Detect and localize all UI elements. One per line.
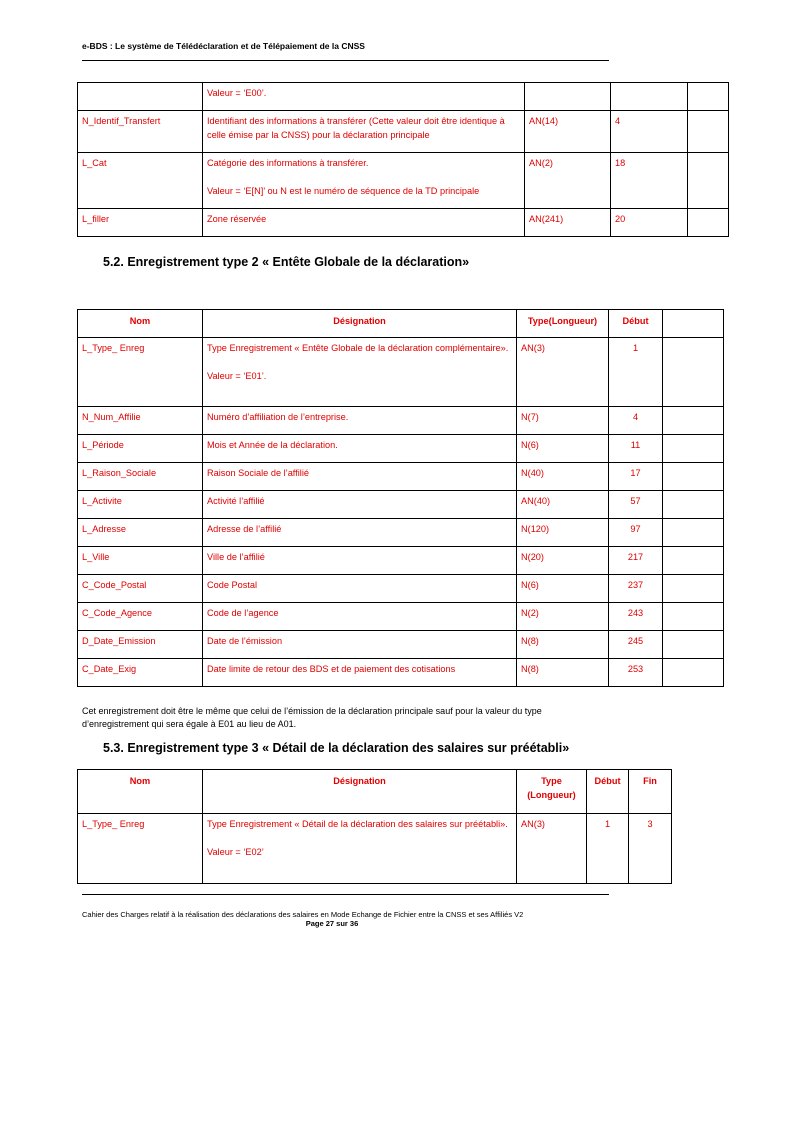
field-type-cell: N(120) [517, 519, 609, 547]
designation-text: Type Enregistrement « Entête Globale de la déclaration complémentaire». [207, 343, 509, 353]
field-type-cell: AN(3) [517, 338, 609, 407]
field-fin-cell: 3 [629, 814, 672, 884]
table-row [78, 111, 729, 153]
document-header-title: e-BDS : Le système de Télédéclaration et de Télépaiement de la CNSS [82, 41, 365, 51]
field-designation-cell [203, 111, 525, 153]
designation-text: Ville de l’affilié [207, 552, 265, 562]
table-row [78, 547, 724, 575]
field-extra-cell [688, 209, 729, 237]
table-row [78, 407, 724, 435]
field-type-cell: AN(14) [525, 111, 611, 153]
table-row [78, 631, 724, 659]
designation-value-text: Valeur = ‘E02’ [207, 847, 264, 857]
field-extra-cell [663, 575, 724, 603]
table-row [78, 519, 724, 547]
column-header-fin: Fin [629, 770, 672, 814]
field-extra-cell [663, 338, 724, 407]
section-5-2-title: 5.2. Enregistrement type 2 « Entête Globale de la déclaration» [103, 255, 470, 269]
field-extra-cell [688, 83, 729, 111]
field-designation-cell [203, 575, 517, 603]
field-name-cell: L_Raison_Sociale [78, 463, 203, 491]
field-extra-cell [663, 491, 724, 519]
designation-text: Code Postal [207, 580, 258, 590]
field-debut-cell: 1 [587, 814, 629, 884]
field-designation-cell [203, 491, 517, 519]
field-type-cell: N(6) [517, 575, 609, 603]
designation-text: Date limite de retour des BDS et de paiement des cotisations [207, 664, 456, 674]
designation-text: Date de l’émission [207, 636, 283, 646]
field-debut-cell: 57 [609, 491, 663, 519]
column-header-nom: Nom [78, 770, 203, 814]
designation-text: Type Enregistrement « Détail de la déclaration des salaires sur préétabli». [207, 819, 508, 829]
field-debut-cell: 243 [609, 603, 663, 631]
field-type-cell: AN(40) [517, 491, 609, 519]
field-type-cell: N(40) [517, 463, 609, 491]
field-extra-cell [688, 111, 729, 153]
field-designation-cell [203, 603, 517, 631]
field-type-cell: AN(2) [525, 153, 611, 209]
section-5-3-title: 5.3. Enregistrement type 3 « Détail de la déclaration des salaires sur préétabli» [103, 741, 570, 755]
section-5-2-note: Cet enregistrement doit être le même que celui de l’émission de la déclaration principale sauf pour la valeur du type d’enregistrement qui sera égale à E01 au lieu de A01. [82, 706, 542, 729]
footer-rule [82, 894, 609, 895]
column-header-debut: Début [587, 770, 629, 814]
record-type-1-continuation-table [77, 82, 729, 237]
designation-value-text: Valeur = ‘E[N]’ ou N est le numéro de séquence de la TD principale [207, 186, 480, 196]
field-extra-cell [688, 153, 729, 209]
field-extra-cell [663, 463, 724, 491]
field-debut-cell: 4 [611, 111, 688, 153]
field-designation-cell [203, 463, 517, 491]
field-name-cell: D_Date_Emission [78, 631, 203, 659]
field-type-cell: AN(3) [517, 814, 587, 884]
field-name-cell: L_filler [78, 209, 203, 237]
field-name-cell [78, 83, 203, 111]
field-name-cell: N_Identif_Transfert [78, 111, 203, 153]
field-extra-cell [663, 603, 724, 631]
field-designation-cell [203, 814, 517, 884]
field-name-cell: C_Code_Agence [78, 603, 203, 631]
field-debut-cell: 4 [609, 407, 663, 435]
field-type-cell [525, 83, 611, 111]
field-extra-cell [663, 547, 724, 575]
column-header-extra [663, 310, 724, 338]
designation-text: Code de l’agence [207, 608, 279, 618]
field-extra-cell [663, 631, 724, 659]
table-row [78, 491, 724, 519]
field-type-cell: N(20) [517, 547, 609, 575]
field-type-cell: N(7) [517, 407, 609, 435]
field-debut-cell: 18 [611, 153, 688, 209]
field-name-cell: N_Num_Affilie [78, 407, 203, 435]
table-row [78, 153, 729, 209]
field-name-cell: L_Période [78, 435, 203, 463]
field-debut-cell: 17 [609, 463, 663, 491]
designation-text: Adresse de l’affilié [207, 524, 282, 534]
designation-value-text: Valeur = ‘E01’. [207, 371, 267, 381]
field-designation-cell [203, 153, 525, 209]
table-row [78, 575, 724, 603]
designation-text: Raison Sociale de l’affilié [207, 468, 309, 478]
field-type-cell: AN(241) [525, 209, 611, 237]
column-header-designation: Désignation [203, 310, 517, 338]
field-designation-cell [203, 547, 517, 575]
field-extra-cell [663, 435, 724, 463]
column-header-type: Type (Longueur) [517, 770, 587, 814]
field-debut-cell: 20 [611, 209, 688, 237]
field-name-cell: L_Ville [78, 547, 203, 575]
record-type-2-table [77, 309, 724, 687]
footer-page-number: Page 27 sur 36 [305, 919, 359, 928]
table-header-row [78, 310, 724, 338]
designation-text: Activité l’affilié [207, 496, 265, 506]
table-row [78, 83, 729, 111]
table-row [78, 209, 729, 237]
field-name-cell: C_Date_Exig [78, 659, 203, 687]
designation-text: Valeur = ‘E00’. [207, 88, 267, 98]
field-designation-cell [203, 83, 525, 111]
field-debut-cell: 97 [609, 519, 663, 547]
field-designation-cell [203, 407, 517, 435]
footer-document-title: Cahier des Charges relatif à la réalisation des déclarations des salaires en Mode Echange de Fichier entre la CNSS et ses Affiliés V2 [82, 910, 524, 919]
field-extra-cell [663, 659, 724, 687]
field-designation-cell [203, 338, 517, 407]
table-row [78, 435, 724, 463]
field-type-cell: N(2) [517, 603, 609, 631]
column-header-type: Type(Longueur) [517, 310, 609, 338]
column-header-designation: Désignation [203, 770, 517, 814]
field-name-cell: L_Activite [78, 491, 203, 519]
field-designation-cell [203, 435, 517, 463]
column-header-nom: Nom [78, 310, 203, 338]
field-name-cell: L_Cat [78, 153, 203, 209]
field-debut-cell [611, 83, 688, 111]
field-debut-cell: 253 [609, 659, 663, 687]
field-designation-cell [203, 519, 517, 547]
header-rule [82, 60, 609, 61]
field-debut-cell: 217 [609, 547, 663, 575]
field-name-cell: L_Adresse [78, 519, 203, 547]
field-debut-cell: 237 [609, 575, 663, 603]
table-header-row [78, 770, 672, 814]
field-name-cell: L_Type_ Enreg [78, 338, 203, 407]
field-designation-cell [203, 659, 517, 687]
record-type-3-table [77, 769, 672, 884]
table-row [78, 338, 724, 407]
designation-text: Numéro d’affiliation de l’entreprise. [207, 412, 349, 422]
designation-text: Catégorie des informations à transférer. [207, 158, 369, 168]
table-row [78, 814, 672, 884]
column-header-debut: Début [609, 310, 663, 338]
field-type-cell: N(8) [517, 659, 609, 687]
table-row [78, 463, 724, 491]
designation-text: Zone réservée [207, 214, 267, 224]
designation-text: Mois et Année de la déclaration. [207, 440, 338, 450]
field-name-cell: L_Type_ Enreg [78, 814, 203, 884]
field-designation-cell [203, 209, 525, 237]
field-extra-cell [663, 519, 724, 547]
designation-text: Identifiant des informations à transférer (Cette valeur doit être identique à celle émise par la CNSS) pour la déclaration principale [207, 116, 505, 140]
field-debut-cell: 11 [609, 435, 663, 463]
field-designation-cell [203, 631, 517, 659]
field-debut-cell: 1 [609, 338, 663, 407]
field-name-cell: C_Code_Postal [78, 575, 203, 603]
field-extra-cell [663, 407, 724, 435]
field-type-cell: N(8) [517, 631, 609, 659]
table-row [78, 659, 724, 687]
field-debut-cell: 245 [609, 631, 663, 659]
field-type-cell: N(6) [517, 435, 609, 463]
table-row [78, 603, 724, 631]
